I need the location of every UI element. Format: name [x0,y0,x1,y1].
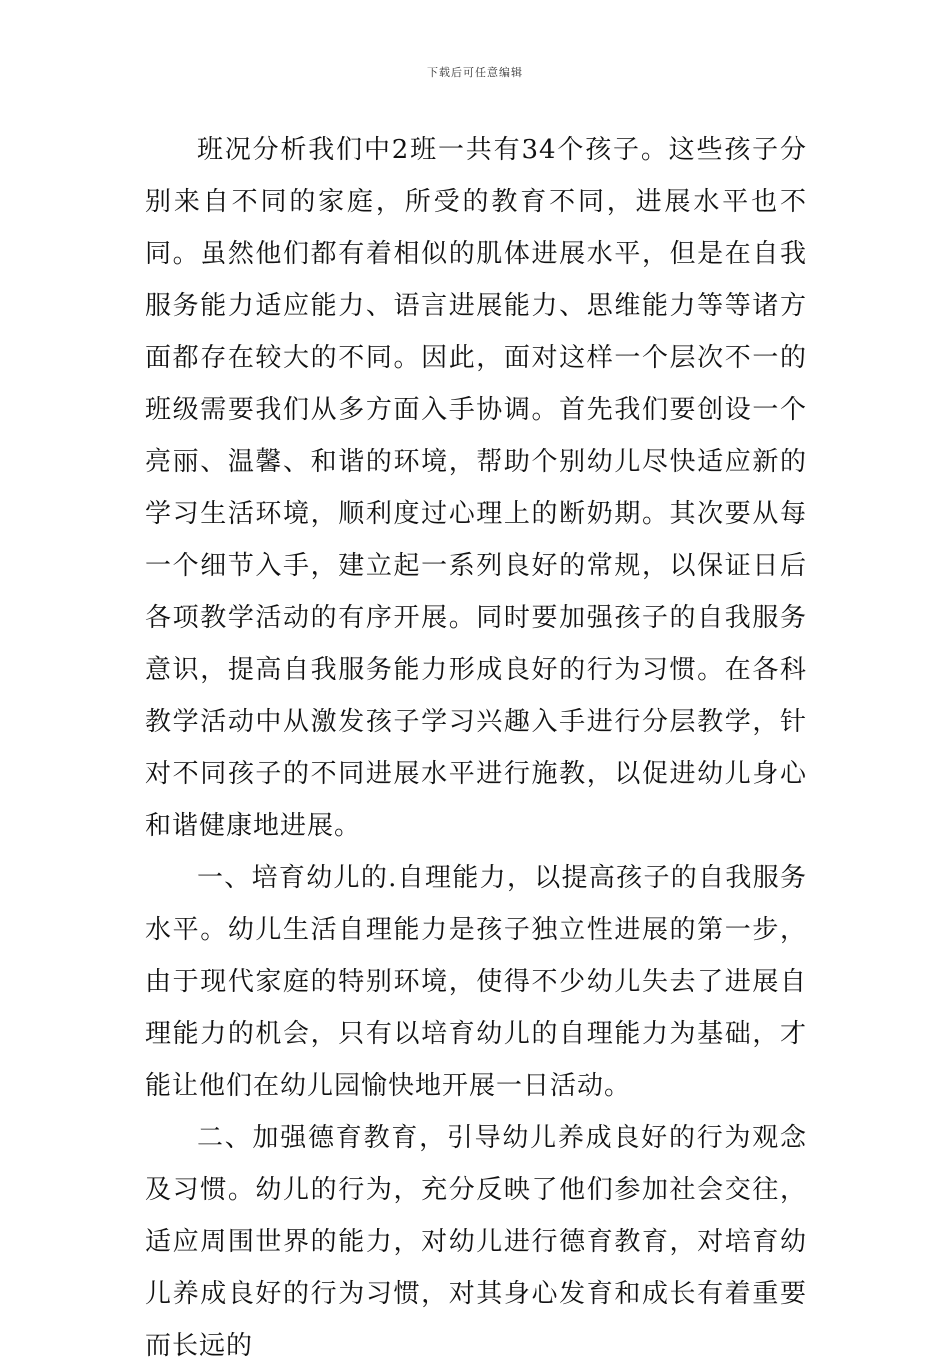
header-note: 下载后可任意编辑 [427,66,523,79]
paragraph-class-analysis: 班况分析我们中2班一共有34个孩子。这些孩子分别来自不同的家庭，所受的教育不同，进展水平也不同。虽然他们都有着相似的肌体进展水平，但是在自我服务能力适应能力、语言进展能力、思维能力等等诸方面都存在较大的不同。因此，面对这样一个层次不一的班级需要我们从多方面入手协调。首先我们要创设一个亮丽、温馨、和谐的环境，帮助个别幼儿尽快适应新的学习生活环境，顺利度过心理上的断奶期。其次要从每一个细节入手，建立起一系列良好的常规，以保证日后各项教学活动的有序开展。同时要加强孩子的自我服务意识，提高自我服务能力形成良好的行为习惯。在各科教学活动中从激发孩子学习兴趣入手进行分层教学，针对不同孩子的不同进展水平进行施教，以促进幼儿身心和谐健康地进展。 [145,135,807,841]
paragraph-self-care: 一、培育幼儿的.自理能力，以提高孩子的自我服务水平。幼儿生活自理能力是孩子独立性进展的第一步，由于现代家庭的特别环境，使得不少幼儿失去了进展自理能力的机会，只有以培育幼儿的自理能力为基础，才能让他们在幼儿园愉快地开展一日活动。 [145,863,807,1101]
paragraph-moral-education: 二、加强德育教育，引导幼儿养成良好的行为观念及习惯。幼儿的行为，充分反映了他们参加社会交往，适应周围世界的能力，对幼儿进行德育教育，对培育幼儿养成良好的行为习惯，对其身心发育和成长有着重要而长远的 [145,1123,807,1361]
body-text [145,124,807,1372]
